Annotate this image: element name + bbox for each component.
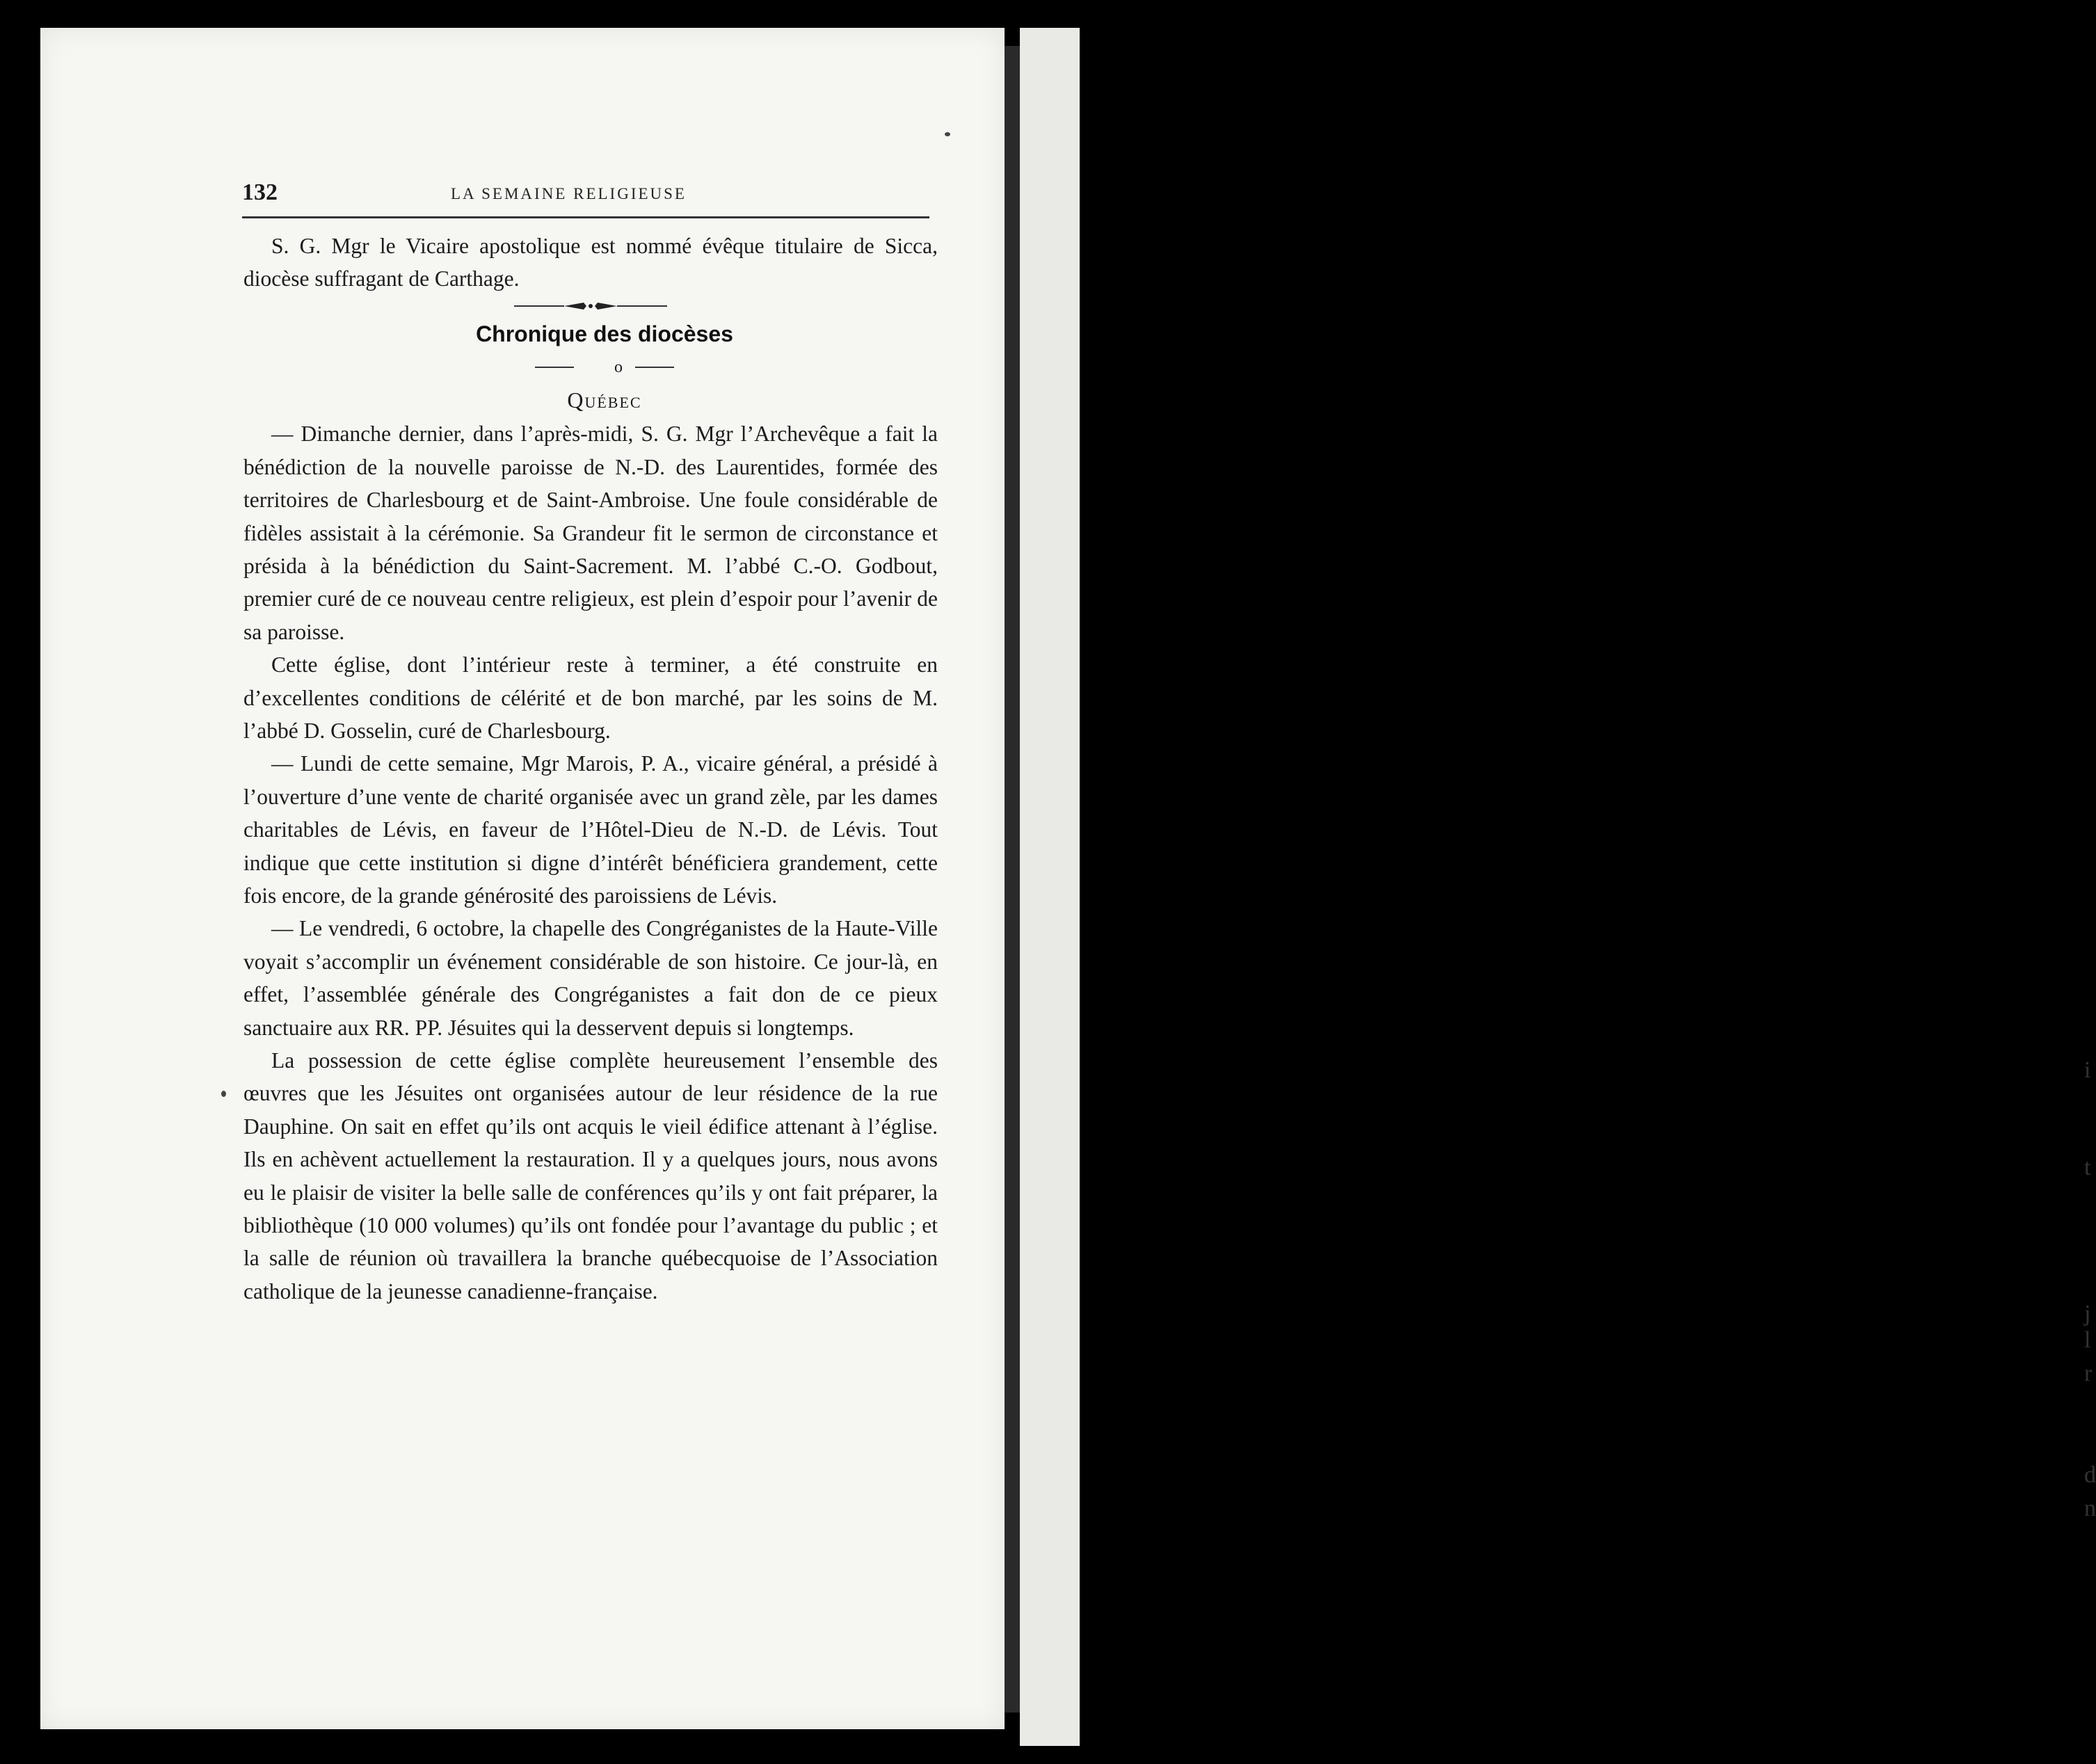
ornamental-divider-icon	[514, 296, 667, 316]
adjacent-page-letter: t	[2084, 1155, 2091, 1180]
paragraph: — Le vendredi, 6 octobre, la chapelle des Congréganistes de la Haute-Ville voyait s’accomplir un événement considérable de son histoire. Ce jour-là, en effet, l’assemblée générale des Congréganistes a fait don de ce pieux sanctuaire aux RR. PP. Jésuites qui la desservent depuis si longtemps.	[243, 916, 938, 1040]
header-rule	[242, 216, 929, 218]
adjacent-page-letter: l	[2084, 1327, 2091, 1353]
section-separator	[243, 351, 938, 383]
adjacent-page-letter: d	[2084, 1462, 2096, 1488]
separator-line	[535, 367, 574, 368]
scan-speck	[945, 132, 950, 136]
scan-speck	[221, 1091, 226, 1097]
adjacent-page	[1020, 28, 2096, 1746]
adjacent-page-letter: r	[2084, 1361, 2093, 1386]
diocese-subhead: Québec	[567, 387, 642, 413]
paragraph: — Lundi de cette semaine, Mgr Marois, P. A., vicaire général, a présidé à l’ouverture d’une vente de charité organisée avec un grand zèle, par les dames charitables de Lévis, en faveur de l’Hôtel-Dieu de N.-D. de Lévis. Tout indique que cette institution si digne d’intérêt bénéficiera grandement, cette fois encore, de la grande générosité des paroissiens de Lévis.	[243, 751, 938, 908]
running-head: LA SEMAINE RELIGIEUSE	[451, 185, 687, 202]
intro-paragraph: S. G. Mgr le Vicaire apostolique est nommé évêque titulaire de Sicca, diocèse suffragant de Carthage.	[243, 234, 938, 291]
separator-line	[635, 367, 674, 368]
paragraph: Cette église, dont l’intérieur reste à terminer, a été construite en d’excellentes conditions de célérité et de bon marché, par les soins de M. l’abbé D. Gosselin, curé de Charlesbourg.	[243, 652, 938, 743]
article-body	[243, 230, 938, 1308]
page-number: 132	[242, 179, 278, 205]
paragraph: La possession de cette église complète heureusement l’ensemble des œuvres que les Jésuites ont organisées autour de leur résidence de la rue Dauphine. On sait en effet qu’ils ont acquis le vieil édifice attenant à l’église. Ils en achèvent actuellement la restauration. Il y a quelques jours, nous avons eu le plaisir de visiter la belle salle de conférences qu’ils y ont fait préparer, la bibliothèque (10 000 volumes) qu’ils ont fondée pour l’avantage du public ; et la salle de réunion où travaillera la branche québecquoise de l’Association catholique de la jeunesse canadienne-française.	[243, 1048, 938, 1304]
section-title: Chronique des diocèses	[476, 321, 733, 346]
adjacent-page-letter: n	[2084, 1496, 2096, 1521]
adjacent-page-letter: i	[2084, 1057, 2091, 1083]
separator-mark: o	[614, 358, 623, 377]
paragraph: — Dimanche dernier, dans l’après-midi, S. G. Mgr l’Archevêque a fait la bénédiction de la nouvelle paroisse de N.-D. des Laurentides, formée des territoires de Charlesbourg et de Saint-Ambroise. Une foule considérable de fidèles assistait à la cérémonie. Sa Grandeur fit le sermon de circonstance et présida à la bénédiction du Saint-Sacrement. M. l’abbé C.-O. Godbout, premier curé de ce nouveau centre religieux, est plein d’espoir pour l’avenir de sa paroisse.	[243, 422, 938, 644]
page-edge	[1005, 46, 1020, 1713]
page-header	[242, 179, 929, 214]
adjacent-page-letter: j	[2084, 1301, 2091, 1326]
